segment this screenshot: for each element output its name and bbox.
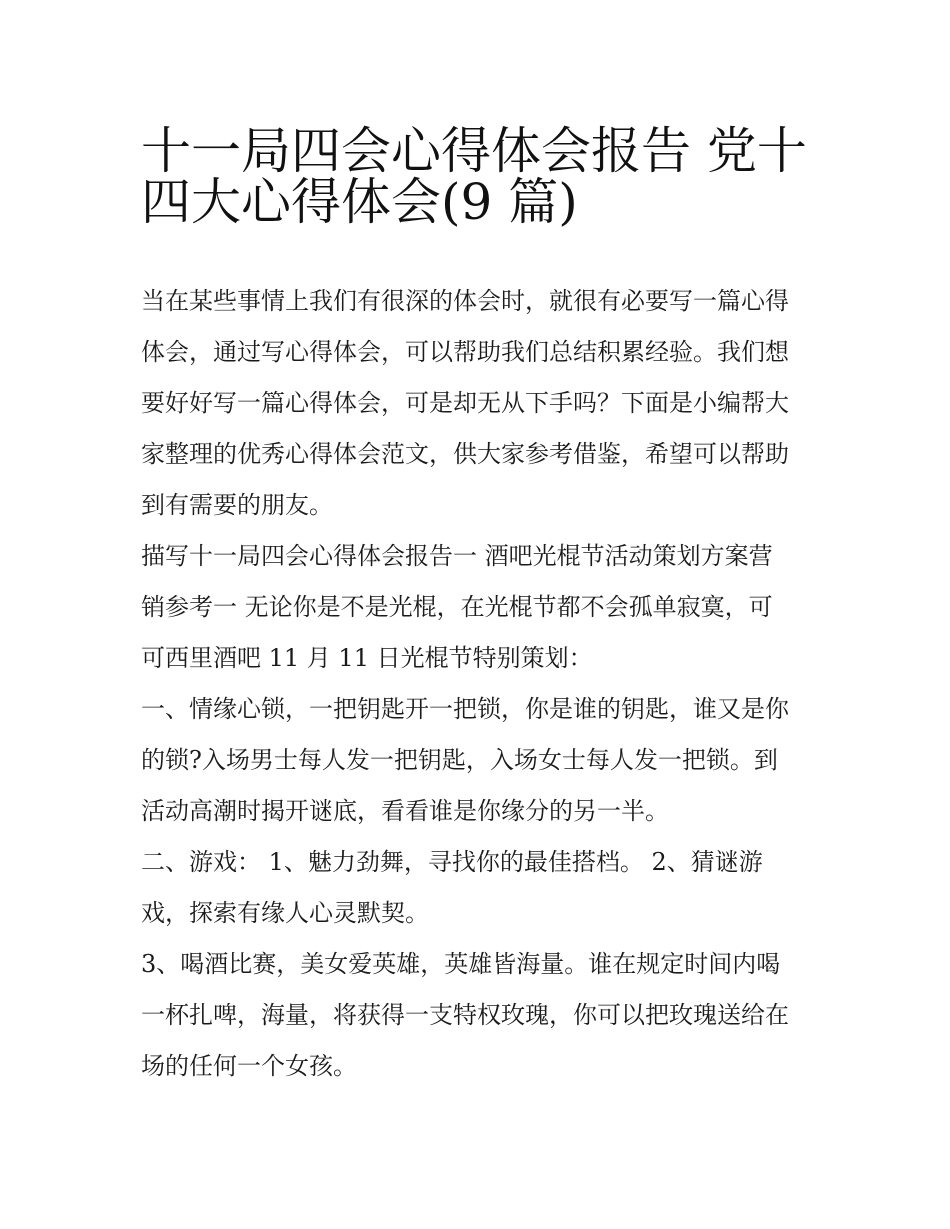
text-line: 一杯扎啤，海量，将获得一支特权玫瑰，你可以把玫瑰送给在 [141, 1001, 789, 1029]
section-heading-paragraph [141, 531, 821, 684]
text-line: 当在某些事情上我们有很深的体会时，就很有必要写一篇心得 [141, 287, 789, 315]
text-line: 戏，探索有缘人心灵默契。 [141, 899, 429, 927]
intro-paragraph [141, 276, 821, 531]
text-line: 一、情缘心锁，一把钥匙开一把锁，你是谁的钥匙，谁又是你 [141, 695, 789, 723]
document-body [141, 276, 821, 1092]
text-line: 二、游戏： 1、魅力劲舞，寻找你的最佳搭档。 2、猜谜游 [141, 848, 763, 876]
text-line: 销参考一 无论你是不是光棍，在光棍节都不会孤单寂寞，可 [141, 593, 773, 621]
item-three-paragraph [141, 939, 821, 1092]
text-line: 的锁?入场男士每人发一把钥匙，入场女士每人发一把锁。到 [141, 746, 778, 774]
text-line: 到有需要的朋友。 [141, 491, 333, 519]
title-line-1: 十一局四会心得体会报告 党十 [141, 122, 807, 180]
text-line: 体会，通过写心得体会，可以帮助我们总结积累经验。我们想 [141, 338, 789, 366]
text-line: 要好好写一篇心得体会，可是却无从下手吗？下面是小编帮大 [141, 389, 789, 417]
text-line: 可西里酒吧 11 月 11 日光棍节特别策划： [141, 644, 593, 672]
document-title [141, 112, 821, 231]
text-line: 家整理的优秀心得体会范文，供大家参考借鉴，希望可以帮助 [141, 440, 789, 468]
item-two-paragraph [141, 837, 821, 939]
text-line: 描写十一局四会心得体会报告一 酒吧光棍节活动策划方案营 [141, 542, 773, 570]
text-line: 3、喝酒比赛，美女爱英雄，英雄皆海量。谁在规定时间内喝 [141, 950, 781, 978]
text-line: 活动高潮时揭开谜底，看看谁是你缘分的另一半。 [141, 797, 669, 825]
item-one-paragraph [141, 684, 821, 837]
title-line-2: 四大心得体会(9 篇) [141, 173, 578, 231]
text-line: 场的任何一个女孩。 [141, 1052, 357, 1080]
